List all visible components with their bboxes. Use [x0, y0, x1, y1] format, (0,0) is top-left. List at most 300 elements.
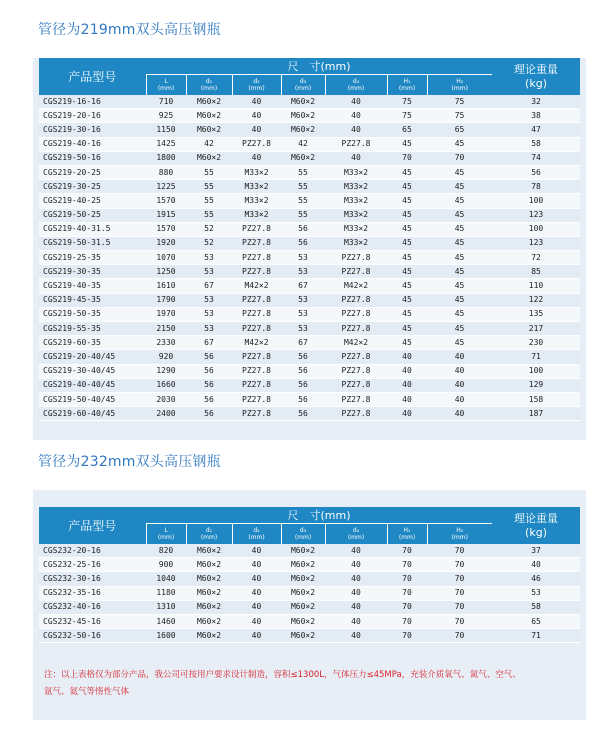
- value-cell: 1460: [146, 614, 186, 628]
- table-row: [39, 123, 580, 137]
- section1-title: 管径为219mm双头高压钢瓶: [38, 22, 221, 38]
- table-row: [39, 378, 580, 392]
- value-cell: 42: [281, 137, 325, 151]
- model-header: 产品型号: [39, 507, 146, 544]
- value-cell: M60×2: [186, 123, 232, 137]
- value-cell: 1310: [146, 600, 186, 614]
- footnote-line-1: 注：以上表格仅为部分产品，我公司可按用户要求设计制造，容积≤1300L，气体压力≤45MPa，充装介质氧气、氮气、空气、: [44, 670, 521, 680]
- value-cell: M33×2: [325, 208, 387, 222]
- dimension-subheader: [325, 524, 387, 545]
- value-cell: 75: [427, 109, 492, 123]
- subheader-unit: (mm): [157, 534, 175, 541]
- value-cell: 45: [387, 194, 427, 208]
- model-cell: CGS219-60-40/45: [39, 407, 146, 421]
- value-cell: 2150: [146, 322, 186, 336]
- weight-header-label: 理论重量: [514, 62, 559, 76]
- section1-panel: [33, 58, 586, 440]
- value-cell: 40: [325, 544, 387, 558]
- value-cell: 72: [492, 251, 580, 265]
- model-cell: CGS219-50-16: [39, 151, 146, 165]
- value-cell: PZ27.8: [232, 137, 281, 151]
- value-cell: 56: [186, 407, 232, 421]
- model-cell: CGS219-16-16: [39, 95, 146, 109]
- table-row: [39, 392, 580, 406]
- value-cell: 1600: [146, 629, 186, 643]
- subheader-name: L: [164, 78, 168, 85]
- value-cell: 71: [492, 629, 580, 643]
- value-cell: 56: [281, 350, 325, 364]
- dimension-subheader: [427, 524, 492, 545]
- table-row: [39, 350, 580, 364]
- subheader-name: d₃: [299, 78, 307, 85]
- value-cell: 40: [232, 586, 281, 600]
- value-cell: 40: [427, 407, 492, 421]
- model-cell: CGS232-40-16: [39, 600, 146, 614]
- value-cell: 1920: [146, 236, 186, 250]
- value-cell: 55: [281, 165, 325, 179]
- value-cell: PZ27.8: [325, 322, 387, 336]
- value-cell: 70: [427, 544, 492, 558]
- value-cell: M60×2: [186, 151, 232, 165]
- table-row: [39, 614, 580, 628]
- value-cell: 56: [281, 392, 325, 406]
- value-cell: 45: [387, 265, 427, 279]
- value-cell: 1180: [146, 586, 186, 600]
- value-cell: PZ27.8: [232, 236, 281, 250]
- value-cell: 32: [492, 95, 580, 109]
- dimension-subheader: [146, 524, 186, 545]
- table-row: [39, 208, 580, 222]
- value-cell: 75: [387, 95, 427, 109]
- value-cell: M60×2: [281, 558, 325, 572]
- value-cell: 42: [186, 137, 232, 151]
- value-cell: 40: [325, 95, 387, 109]
- value-cell: 55: [281, 208, 325, 222]
- table-row: [39, 572, 580, 586]
- value-cell: M60×2: [186, 600, 232, 614]
- value-cell: 45: [387, 180, 427, 194]
- value-cell: 52: [186, 236, 232, 250]
- value-cell: 1225: [146, 180, 186, 194]
- value-cell: PZ27.8: [325, 364, 387, 378]
- value-cell: 230: [492, 336, 580, 350]
- value-cell: PZ27.8: [232, 392, 281, 406]
- value-cell: 71: [492, 350, 580, 364]
- value-cell: 45: [427, 222, 492, 236]
- value-cell: 65: [427, 123, 492, 137]
- value-cell: M60×2: [186, 614, 232, 628]
- table-row: [39, 558, 580, 572]
- value-cell: 70: [427, 572, 492, 586]
- value-cell: 55: [281, 180, 325, 194]
- dimension-subheader: [281, 75, 325, 96]
- value-cell: M60×2: [281, 544, 325, 558]
- value-cell: PZ27.8: [325, 137, 387, 151]
- value-cell: M60×2: [281, 629, 325, 643]
- table-row: [39, 279, 580, 293]
- value-cell: 45: [387, 236, 427, 250]
- value-cell: 56: [281, 407, 325, 421]
- model-cell: CGS219-50-35: [39, 307, 146, 321]
- subheader-name: H₁: [403, 78, 411, 85]
- value-cell: 100: [492, 364, 580, 378]
- value-cell: 45: [427, 236, 492, 250]
- value-cell: 67: [186, 279, 232, 293]
- model-cell: CGS219-60-35: [39, 336, 146, 350]
- value-cell: 1425: [146, 137, 186, 151]
- dimension-subheader: [232, 75, 281, 96]
- subheader-name: d₁: [205, 78, 213, 85]
- value-cell: 55: [186, 194, 232, 208]
- dimension-subheader: [427, 75, 492, 96]
- value-cell: 1610: [146, 279, 186, 293]
- value-cell: 53: [281, 322, 325, 336]
- table-row: [39, 222, 580, 236]
- value-cell: 1570: [146, 194, 186, 208]
- model-cell: CGS219-20-40/45: [39, 350, 146, 364]
- value-cell: 53: [186, 307, 232, 321]
- value-cell: 1250: [146, 265, 186, 279]
- value-cell: M60×2: [281, 572, 325, 586]
- value-cell: PZ27.8: [232, 222, 281, 236]
- value-cell: M42×2: [325, 279, 387, 293]
- table-row: [39, 586, 580, 600]
- weight-header: [492, 507, 580, 544]
- value-cell: 45: [427, 165, 492, 179]
- value-cell: PZ27.8: [325, 251, 387, 265]
- value-cell: M33×2: [325, 165, 387, 179]
- value-cell: 1915: [146, 208, 186, 222]
- table-row: [39, 236, 580, 250]
- value-cell: 129: [492, 378, 580, 392]
- value-cell: 56: [281, 378, 325, 392]
- value-cell: 40: [427, 350, 492, 364]
- table-row: [39, 137, 580, 151]
- value-cell: 820: [146, 544, 186, 558]
- spec-table-232: [39, 507, 580, 643]
- table-row: [39, 151, 580, 165]
- value-cell: 1660: [146, 378, 186, 392]
- value-cell: M60×2: [186, 629, 232, 643]
- model-header: 产品型号: [39, 58, 146, 95]
- subheader-name: H₁: [403, 527, 411, 534]
- value-cell: M33×2: [232, 165, 281, 179]
- value-cell: 55: [281, 194, 325, 208]
- value-cell: 70: [427, 600, 492, 614]
- model-cell: CGS232-35-16: [39, 586, 146, 600]
- value-cell: 40: [232, 95, 281, 109]
- value-cell: 53: [186, 265, 232, 279]
- table-row: [39, 95, 580, 109]
- value-cell: 56: [281, 236, 325, 250]
- value-cell: 40: [325, 586, 387, 600]
- table-row: [39, 251, 580, 265]
- value-cell: M33×2: [232, 208, 281, 222]
- subheader-name: d₃: [299, 527, 307, 534]
- value-cell: PZ27.8: [325, 350, 387, 364]
- value-cell: PZ27.8: [325, 378, 387, 392]
- value-cell: 1800: [146, 151, 186, 165]
- value-cell: 53: [186, 251, 232, 265]
- value-cell: M42×2: [232, 336, 281, 350]
- value-cell: M60×2: [186, 544, 232, 558]
- value-cell: 56: [186, 392, 232, 406]
- value-cell: 67: [186, 336, 232, 350]
- value-cell: 900: [146, 558, 186, 572]
- value-cell: 1570: [146, 222, 186, 236]
- value-cell: 58: [492, 600, 580, 614]
- weight-header-label: 理论重量: [514, 511, 559, 525]
- value-cell: 40: [387, 392, 427, 406]
- value-cell: M33×2: [325, 180, 387, 194]
- value-cell: 45: [427, 251, 492, 265]
- value-cell: 70: [427, 614, 492, 628]
- footnote: [44, 667, 564, 701]
- value-cell: 70: [427, 558, 492, 572]
- value-cell: 1070: [146, 251, 186, 265]
- model-cell: CGS219-40-40/45: [39, 378, 146, 392]
- value-cell: 56: [186, 364, 232, 378]
- table-row: [39, 364, 580, 378]
- value-cell: 47: [492, 123, 580, 137]
- subheader-name: d₂: [253, 527, 260, 534]
- model-cell: CGS219-20-16: [39, 109, 146, 123]
- value-cell: M60×2: [186, 586, 232, 600]
- value-cell: 56: [492, 165, 580, 179]
- model-cell: CGS219-40-31.5: [39, 222, 146, 236]
- model-cell: CGS219-30-25: [39, 180, 146, 194]
- value-cell: 110: [492, 279, 580, 293]
- subheader-unit: (mm): [157, 85, 175, 92]
- value-cell: 1790: [146, 293, 186, 307]
- subheader-unit: (mm): [200, 85, 218, 92]
- value-cell: 75: [427, 95, 492, 109]
- value-cell: 40: [325, 558, 387, 572]
- model-cell: CGS219-30-35: [39, 265, 146, 279]
- value-cell: 40: [325, 123, 387, 137]
- value-cell: 45: [427, 208, 492, 222]
- value-cell: 40: [325, 629, 387, 643]
- footnote-line-2: 氩气、氦气等惰性气体: [44, 687, 130, 697]
- value-cell: 70: [387, 586, 427, 600]
- value-cell: 56: [186, 378, 232, 392]
- value-cell: 40: [427, 364, 492, 378]
- table-row: [39, 600, 580, 614]
- value-cell: 40: [325, 151, 387, 165]
- value-cell: 40: [232, 544, 281, 558]
- value-cell: 55: [186, 180, 232, 194]
- value-cell: 40: [232, 614, 281, 628]
- subheader-name: L: [164, 527, 168, 534]
- table-row: [39, 629, 580, 643]
- value-cell: 1970: [146, 307, 186, 321]
- value-cell: PZ27.8: [232, 322, 281, 336]
- value-cell: M60×2: [186, 95, 232, 109]
- value-cell: 65: [387, 123, 427, 137]
- table-row: [39, 544, 580, 558]
- value-cell: 46: [492, 572, 580, 586]
- model-cell: CGS219-25-35: [39, 251, 146, 265]
- subheader-name: d₄: [352, 527, 360, 534]
- value-cell: 53: [281, 251, 325, 265]
- value-cell: M60×2: [281, 614, 325, 628]
- value-cell: 123: [492, 208, 580, 222]
- model-cell: CGS232-45-16: [39, 614, 146, 628]
- subheader-unit: (mm): [398, 534, 416, 541]
- dimension-subheader: [186, 75, 232, 96]
- table-row: [39, 194, 580, 208]
- value-cell: M33×2: [325, 222, 387, 236]
- value-cell: PZ27.8: [325, 392, 387, 406]
- value-cell: 85: [492, 265, 580, 279]
- table-row: [39, 180, 580, 194]
- value-cell: PZ27.8: [325, 265, 387, 279]
- subheader-name: d₁: [205, 527, 213, 534]
- model-cell: CGS219-50-25: [39, 208, 146, 222]
- value-cell: 45: [427, 322, 492, 336]
- value-cell: 45: [387, 137, 427, 151]
- value-cell: 187: [492, 407, 580, 421]
- value-cell: 2030: [146, 392, 186, 406]
- weight-header-unit: (kg): [525, 525, 547, 539]
- table-row: [39, 407, 580, 421]
- value-cell: 40: [232, 558, 281, 572]
- model-cell: CGS219-30-16: [39, 123, 146, 137]
- value-cell: 45: [427, 307, 492, 321]
- value-cell: 1150: [146, 123, 186, 137]
- model-cell: CGS219-50-31.5: [39, 236, 146, 250]
- subheader-unit: (mm): [451, 534, 468, 541]
- value-cell: PZ27.8: [232, 251, 281, 265]
- value-cell: 40: [232, 600, 281, 614]
- value-cell: 158: [492, 392, 580, 406]
- value-cell: 70: [387, 558, 427, 572]
- value-cell: 45: [387, 336, 427, 350]
- value-cell: PZ27.8: [232, 265, 281, 279]
- value-cell: 40: [232, 151, 281, 165]
- value-cell: 40: [325, 572, 387, 586]
- subheader-unit: (mm): [294, 85, 312, 92]
- table-row: [39, 109, 580, 123]
- model-cell: CGS232-30-16: [39, 572, 146, 586]
- value-cell: PZ27.8: [232, 293, 281, 307]
- value-cell: 1290: [146, 364, 186, 378]
- value-cell: 40: [387, 350, 427, 364]
- value-cell: M33×2: [325, 194, 387, 208]
- dimension-subheader: [232, 524, 281, 545]
- value-cell: 70: [387, 600, 427, 614]
- dimension-header: 尺 寸(mm): [146, 58, 492, 75]
- value-cell: 40: [492, 558, 580, 572]
- value-cell: 1040: [146, 572, 186, 586]
- value-cell: 37: [492, 544, 580, 558]
- value-cell: 135: [492, 307, 580, 321]
- subheader-name: d₂: [253, 78, 260, 85]
- value-cell: 40: [387, 407, 427, 421]
- dimension-subheader: [387, 524, 427, 545]
- value-cell: 920: [146, 350, 186, 364]
- value-cell: 53: [186, 322, 232, 336]
- value-cell: M60×2: [281, 95, 325, 109]
- value-cell: M60×2: [281, 586, 325, 600]
- subheader-unit: (mm): [451, 85, 468, 92]
- value-cell: 45: [427, 265, 492, 279]
- value-cell: PZ27.8: [232, 378, 281, 392]
- value-cell: 70: [427, 151, 492, 165]
- dimension-header: 尺 寸(mm): [146, 507, 492, 524]
- section2-title: 管径为232mm双头高压钢瓶: [38, 454, 221, 470]
- subheader-name: d₄: [352, 78, 360, 85]
- value-cell: 45: [427, 279, 492, 293]
- table-row: [39, 322, 580, 336]
- value-cell: 53: [492, 586, 580, 600]
- value-cell: PZ27.8: [232, 407, 281, 421]
- value-cell: 45: [427, 137, 492, 151]
- dimension-subheader: [387, 75, 427, 96]
- value-cell: 70: [387, 544, 427, 558]
- model-cell: CGS219-30-40/45: [39, 364, 146, 378]
- value-cell: PZ27.8: [232, 364, 281, 378]
- value-cell: 70: [387, 614, 427, 628]
- value-cell: 122: [492, 293, 580, 307]
- value-cell: 40: [325, 109, 387, 123]
- value-cell: 2330: [146, 336, 186, 350]
- value-cell: PZ27.8: [325, 407, 387, 421]
- model-cell: CGS219-40-35: [39, 279, 146, 293]
- value-cell: 40: [325, 600, 387, 614]
- value-cell: 70: [387, 151, 427, 165]
- value-cell: 925: [146, 109, 186, 123]
- model-cell: CGS219-20-25: [39, 165, 146, 179]
- value-cell: 45: [387, 279, 427, 293]
- value-cell: 100: [492, 194, 580, 208]
- value-cell: 56: [281, 222, 325, 236]
- value-cell: 40: [232, 123, 281, 137]
- value-cell: PZ27.8: [325, 293, 387, 307]
- value-cell: 217: [492, 322, 580, 336]
- value-cell: M60×2: [186, 109, 232, 123]
- table-row: [39, 165, 580, 179]
- value-cell: 78: [492, 180, 580, 194]
- subheader-name: H₂: [456, 527, 464, 534]
- value-cell: 45: [387, 165, 427, 179]
- value-cell: 45: [387, 322, 427, 336]
- value-cell: 123: [492, 236, 580, 250]
- value-cell: 45: [427, 293, 492, 307]
- value-cell: M42×2: [325, 336, 387, 350]
- value-cell: 40: [232, 629, 281, 643]
- value-cell: M33×2: [232, 180, 281, 194]
- value-cell: 70: [427, 629, 492, 643]
- value-cell: 70: [387, 572, 427, 586]
- model-cell: CGS219-40-16: [39, 137, 146, 151]
- value-cell: PZ27.8: [325, 307, 387, 321]
- value-cell: 67: [281, 336, 325, 350]
- model-cell: CGS232-20-16: [39, 544, 146, 558]
- value-cell: 45: [387, 293, 427, 307]
- subheader-name: H₂: [456, 78, 464, 85]
- value-cell: 100: [492, 222, 580, 236]
- value-cell: 52: [186, 222, 232, 236]
- dimension-subheader: [325, 75, 387, 96]
- model-cell: CGS219-40-25: [39, 194, 146, 208]
- spec-table-219: [39, 58, 580, 421]
- value-cell: 55: [186, 165, 232, 179]
- value-cell: 2400: [146, 407, 186, 421]
- table-row: [39, 336, 580, 350]
- value-cell: 40: [232, 572, 281, 586]
- value-cell: 45: [387, 222, 427, 236]
